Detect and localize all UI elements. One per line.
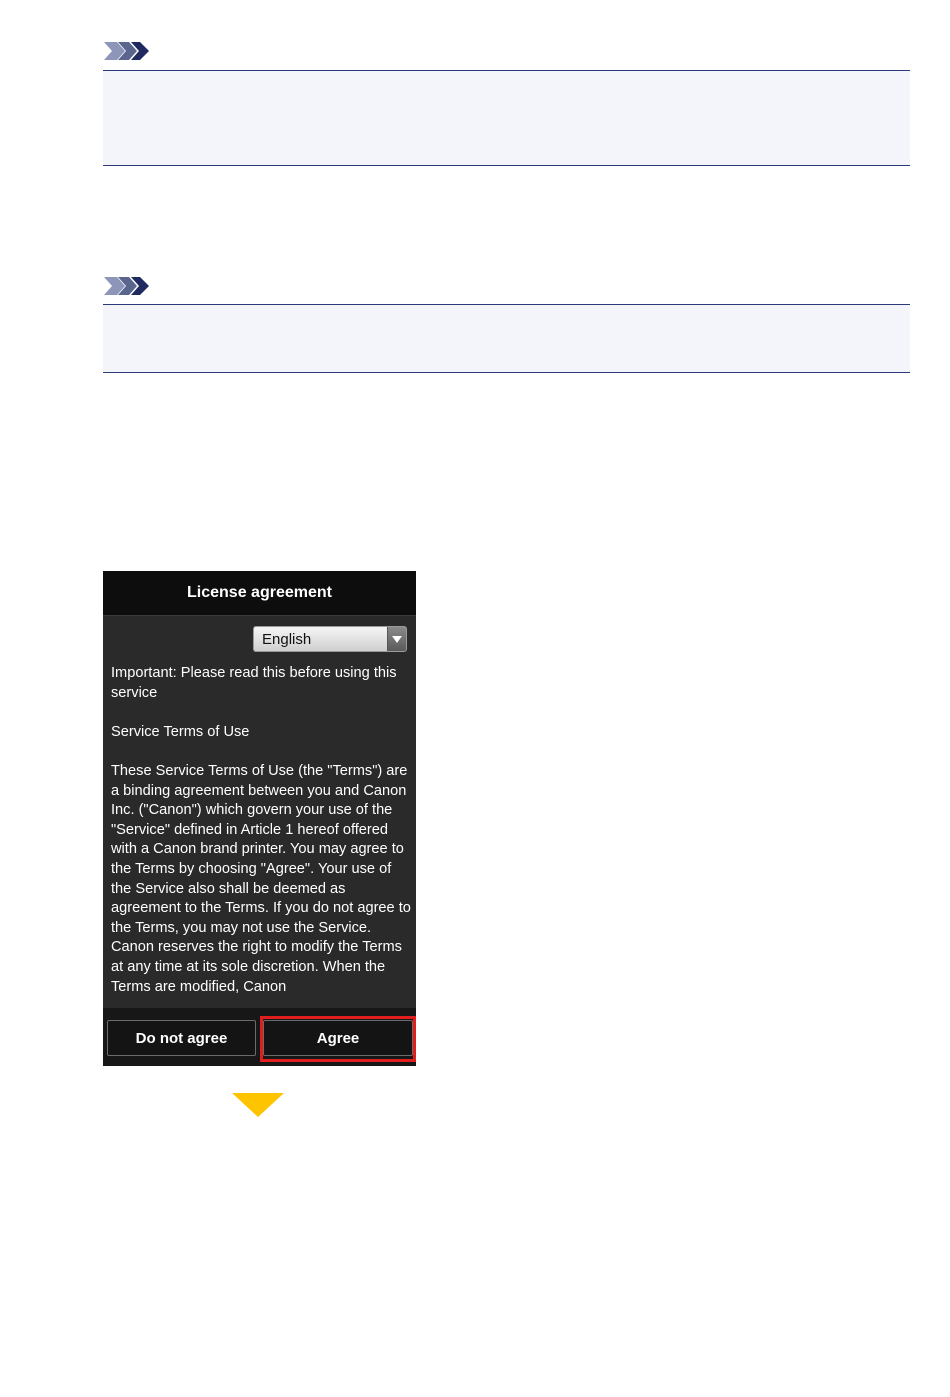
note-box (103, 70, 910, 166)
down-arrow-icon (232, 1093, 284, 1117)
agree-highlight-frame (260, 1016, 416, 1062)
agree-button[interactable]: Agree (263, 1020, 413, 1056)
dropdown-triangle-icon (387, 627, 406, 651)
note-chevrons-icon (104, 42, 150, 60)
license-agreement-screen (103, 571, 416, 1066)
do-not-agree-button[interactable]: Do not agree (107, 1020, 256, 1056)
note-box (103, 304, 910, 373)
button-bar (103, 1008, 416, 1066)
language-select[interactable] (253, 626, 407, 652)
screen-title: License agreement (103, 571, 416, 616)
note-chevrons-icon (104, 277, 150, 295)
terms-text: Important: Please read this before using this service Service Terms of Use These Service Terms of Use (the "Terms") are a binding agreement between you and Canon Inc. ("Canon") which govern your use of the "Service" defined in Article 1 hereof offered with a Canon brand printer. You may agree to the Terms by choosing "Agree". Your use of the Service also shall be deemed as agreement to the Terms. If you do not agree to the Terms, you may not use the Service. Canon reserves the right to modify the Terms at any time at its sole discretion. When the Terms are modified, Canon (111, 665, 411, 995)
language-value: English (262, 631, 312, 648)
